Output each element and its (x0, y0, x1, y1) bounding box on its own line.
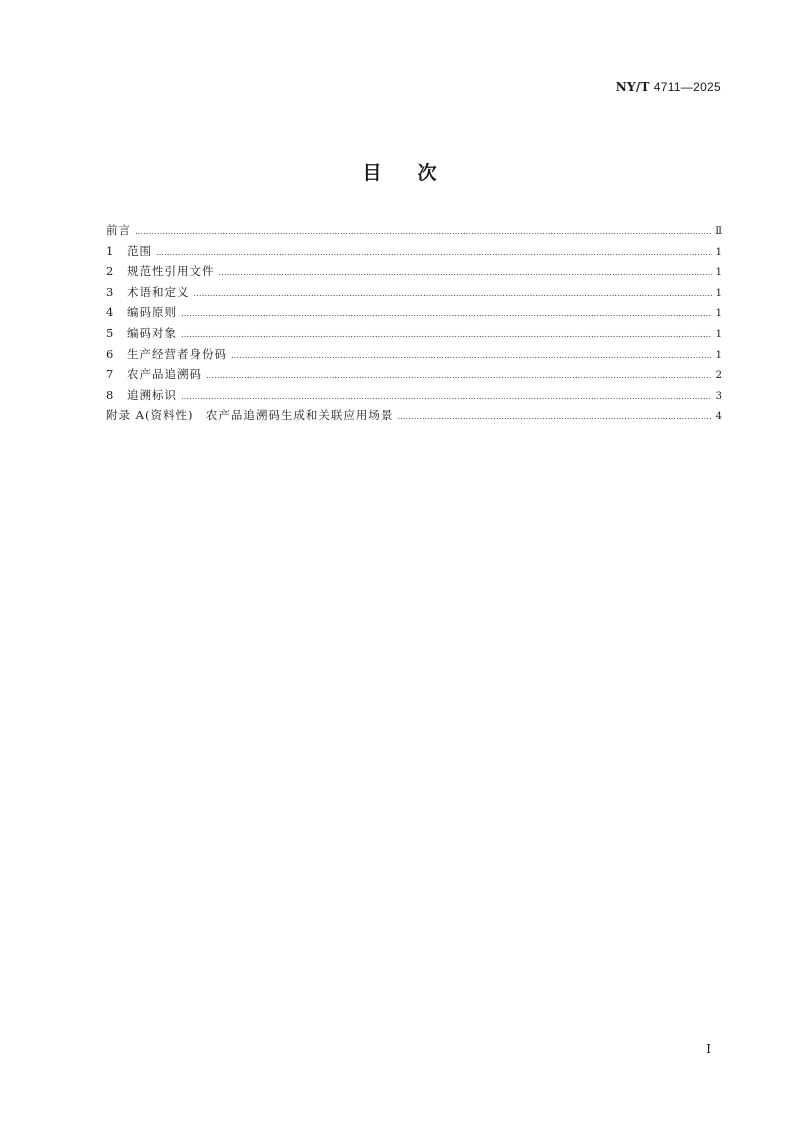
toc-entry-page: Ⅱ (715, 226, 722, 237)
toc-entry-3[interactable] (106, 282, 722, 303)
toc-entry-number: 7 (106, 367, 114, 382)
toc-entry-6[interactable] (106, 344, 722, 365)
toc-leader-dots (156, 243, 712, 264)
toc-entry-page: 1 (715, 349, 722, 361)
toc-leader-dots (206, 366, 712, 387)
toc-entry-number: 4 (106, 305, 114, 320)
toc-entry-1[interactable] (106, 241, 722, 262)
standard-code-number: 4711—2025 (653, 80, 721, 94)
toc-entry-2[interactable] (106, 261, 722, 282)
toc-leader-dots (181, 387, 712, 408)
standard-code-prefix: NY/T (615, 80, 650, 94)
page-number: I (706, 1042, 711, 1056)
toc-leader-dots (397, 407, 711, 428)
toc-leader-dots (135, 222, 711, 243)
toc-entry-7[interactable] (106, 364, 722, 385)
toc-entry-page: 1 (715, 328, 722, 340)
toc-entry-page: 1 (715, 287, 722, 299)
toc-entry-page: 1 (715, 246, 722, 258)
toc-entry-label: 编码原则 (127, 305, 177, 320)
toc-entry-label: 附录 A(资料性) 农产品追溯码生成和关联应用场景 (106, 408, 394, 423)
toc-entry-number: 2 (106, 264, 114, 279)
toc-entry-5[interactable] (106, 323, 722, 344)
toc-leader-dots (181, 325, 712, 346)
toc-entry-page: 3 (715, 390, 722, 402)
toc-entry-label: 规范性引用文件 (127, 264, 215, 279)
toc-entry-4[interactable] (106, 302, 722, 323)
toc-entry-number: 1 (106, 243, 114, 258)
toc-entry-label: 术语和定义 (127, 284, 190, 299)
toc-entry-page: 4 (715, 411, 722, 423)
toc-entry-label: 编码对象 (127, 325, 177, 340)
toc-leader-dots (194, 284, 712, 305)
toc-entry-number: 5 (106, 325, 114, 340)
toc-entry-foreword[interactable] (106, 220, 722, 241)
toc-leader-dots (231, 346, 712, 367)
toc-entry-8[interactable] (106, 385, 722, 406)
table-of-contents (106, 220, 722, 426)
toc-entry-label: 生产经营者身份码 (127, 346, 227, 361)
toc-entry-number: 6 (106, 346, 114, 361)
toc-entry-number: 3 (106, 284, 114, 299)
toc-entry-page: 1 (715, 267, 722, 279)
toc-entry-page: 1 (715, 308, 722, 320)
toc-leader-dots (219, 263, 712, 284)
toc-entry-page: 2 (715, 370, 722, 382)
toc-entry-label: 农产品追溯码 (127, 367, 202, 382)
toc-entry-label: 追溯标识 (127, 387, 177, 402)
toc-leader-dots (181, 304, 712, 325)
page-title: 目次 (362, 162, 473, 184)
standard-code (616, 80, 721, 94)
toc-entry-label: 前言 (106, 223, 131, 237)
toc-entry-appendix-a[interactable] (106, 405, 722, 426)
toc-entry-label: 范围 (127, 243, 152, 258)
toc-entry-number: 8 (106, 387, 114, 402)
